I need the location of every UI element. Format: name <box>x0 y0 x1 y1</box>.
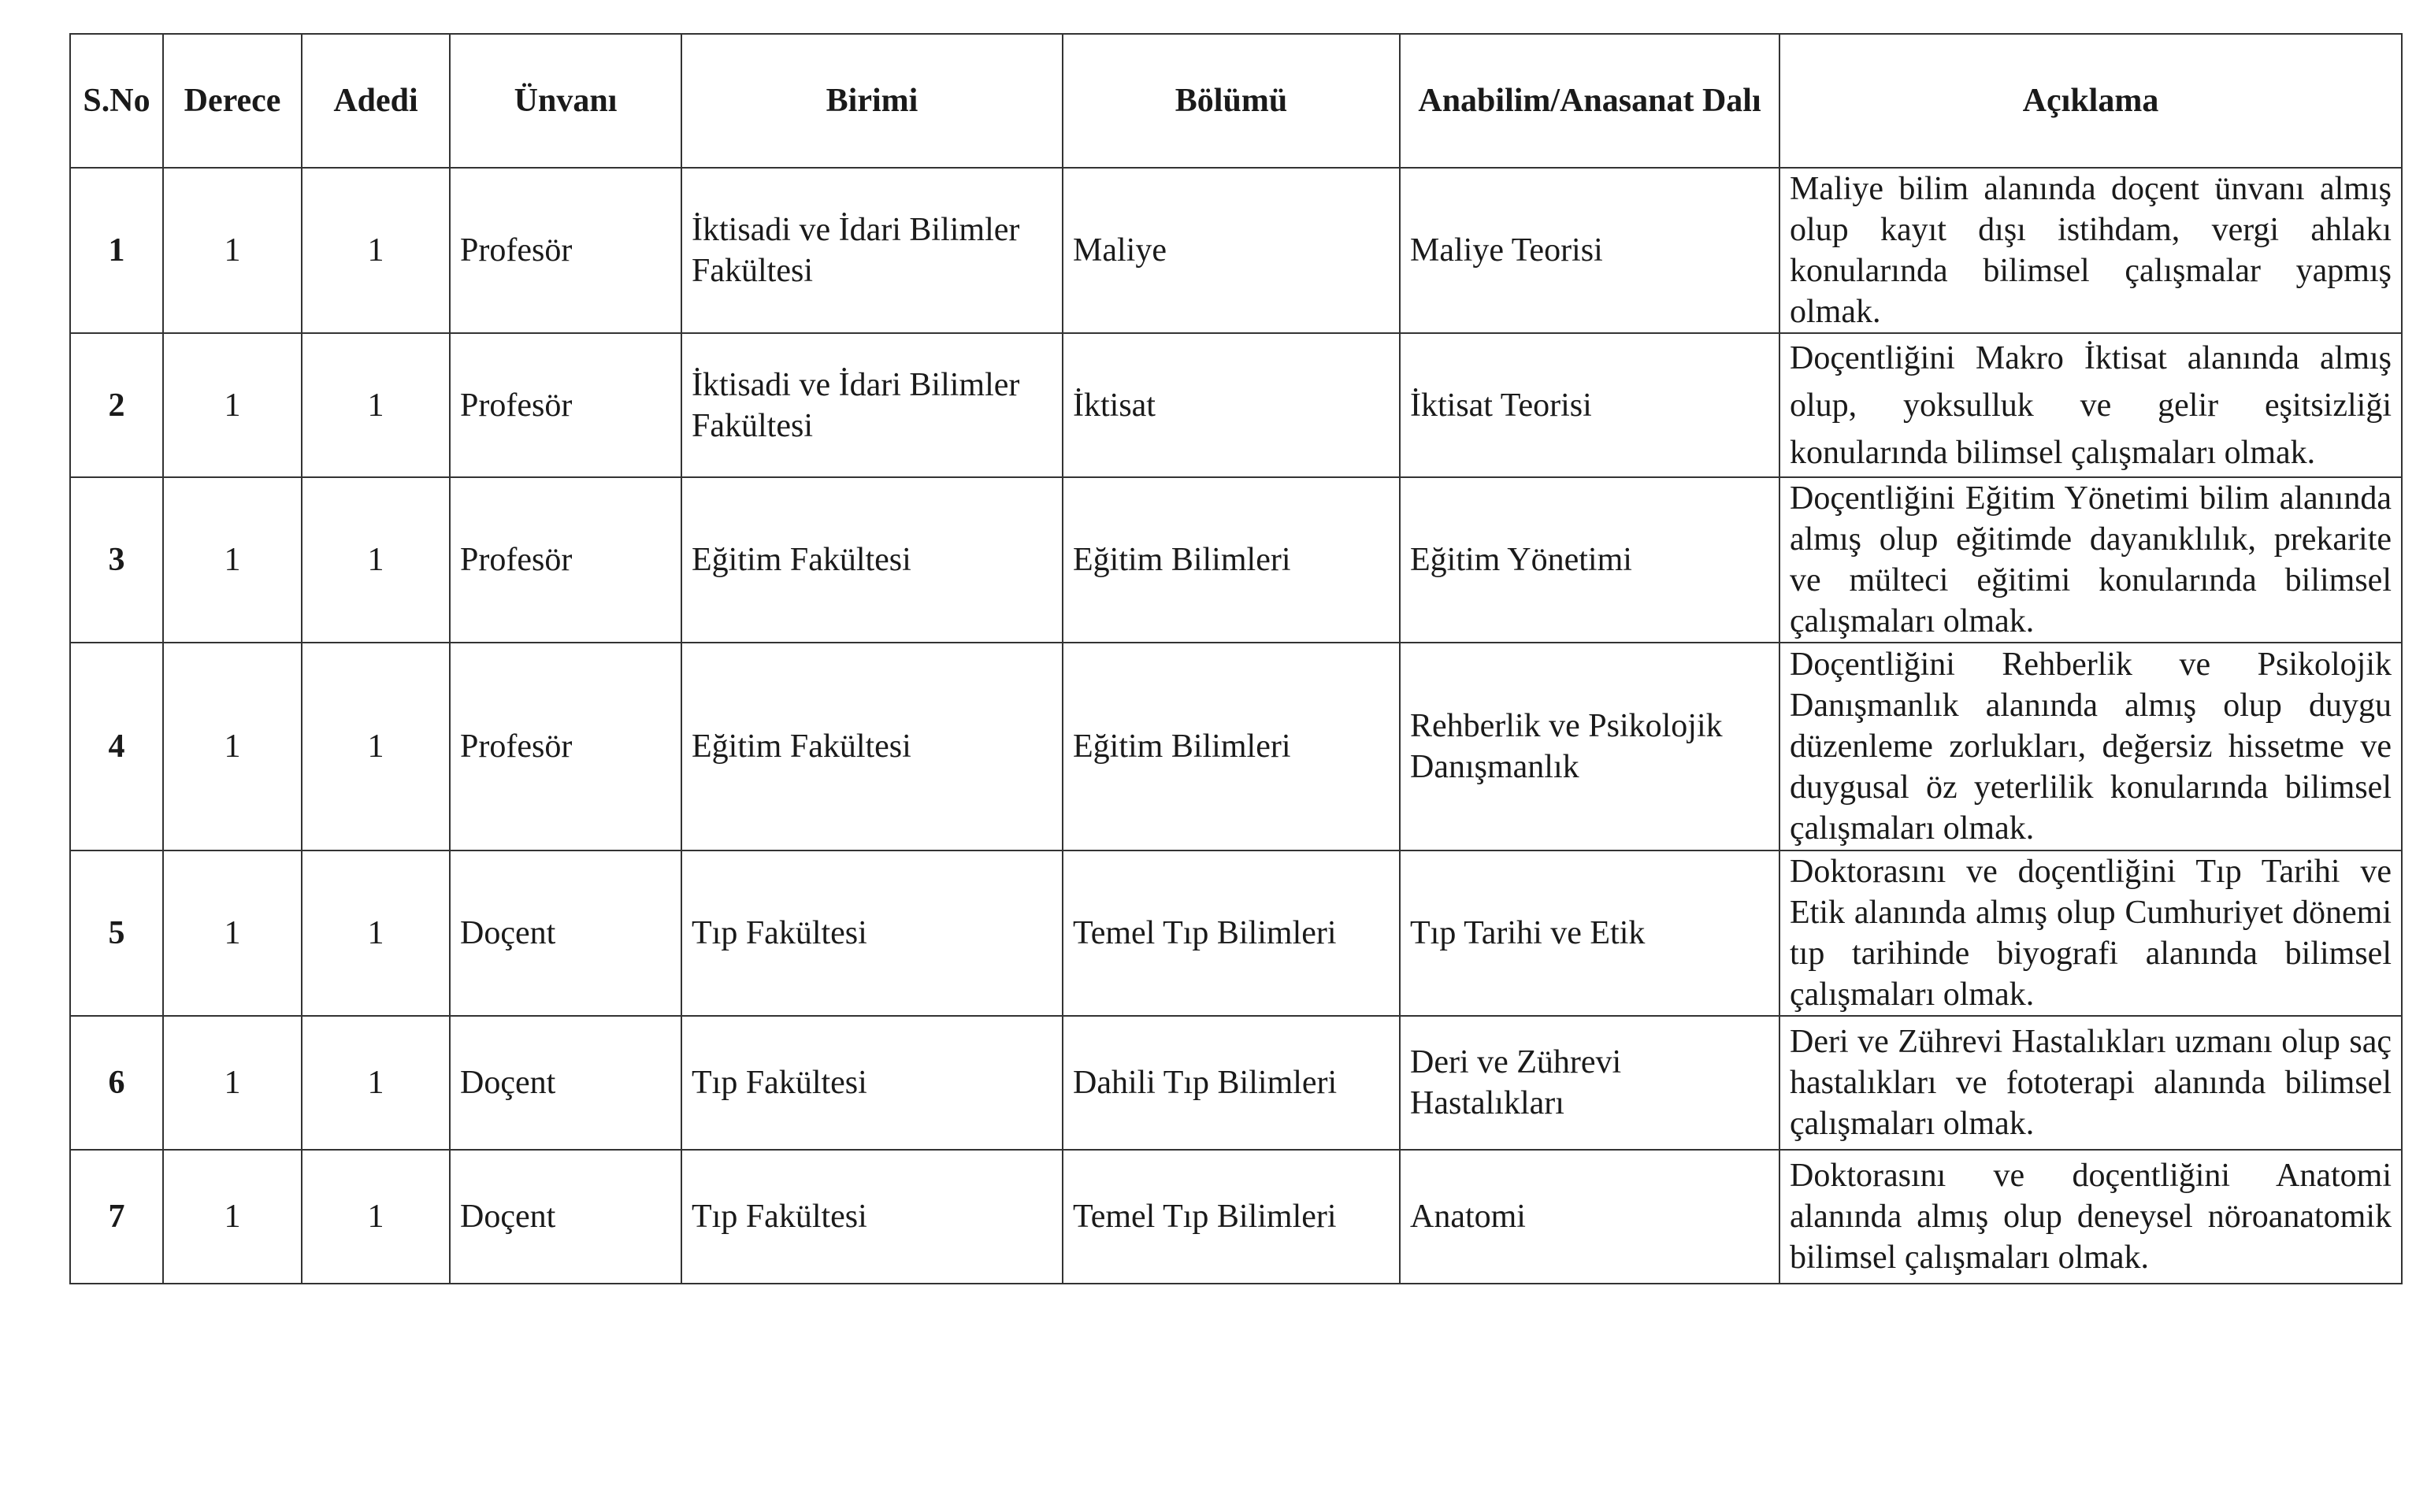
cell-unvani: Profesör <box>450 643 681 850</box>
header-derece: Derece <box>163 34 302 168</box>
cell-adedi: 1 <box>302 1150 450 1284</box>
table-row <box>70 643 2402 850</box>
cell-unvani: Profesör <box>450 333 681 477</box>
cell-bolumu: Temel Tıp Bilimleri <box>1063 1150 1400 1284</box>
cell-aciklama: Doçentliğini Eğitim Yönetimi bilim alanında almış olup eğitimde dayanıklılık, prekarite ve mülteci eğitimi konularında bilimsel çalışmaları olmak. <box>1779 477 2402 643</box>
table-row <box>70 1150 2402 1284</box>
cell-adedi: 1 <box>302 333 450 477</box>
table-row <box>70 333 2402 477</box>
cell-birimi: Eğitim Fakültesi <box>681 643 1063 850</box>
cell-sno: 7 <box>70 1150 163 1284</box>
header-bolumu: Bölümü <box>1063 34 1400 168</box>
cell-birimi: Tıp Fakültesi <box>681 1150 1063 1284</box>
cell-anabilim: Anatomi <box>1400 1150 1779 1284</box>
cell-aciklama: Doçentliğini Makro İktisat alanında almış olup, yoksulluk ve gelir eşitsizliği konularında bilimsel çalışmaları olmak. <box>1779 333 2402 477</box>
table-row <box>70 168 2402 333</box>
cell-anabilim: İktisat Teorisi <box>1400 333 1779 477</box>
header-aciklama: Açıklama <box>1779 34 2402 168</box>
cell-unvani: Doçent <box>450 1016 681 1150</box>
cell-bolumu: Temel Tıp Bilimleri <box>1063 850 1400 1016</box>
header-birimi: Birimi <box>681 34 1063 168</box>
header-anabilim: Anabilim/Anasanat Dalı <box>1400 34 1779 168</box>
cell-bolumu: Eğitim Bilimleri <box>1063 643 1400 850</box>
cell-sno: 2 <box>70 333 163 477</box>
cell-derece: 1 <box>163 1016 302 1150</box>
cell-sno: 6 <box>70 1016 163 1150</box>
cell-birimi: Tıp Fakültesi <box>681 1016 1063 1150</box>
header-adedi: Adedi <box>302 34 450 168</box>
cell-unvani: Doçent <box>450 1150 681 1284</box>
cell-birimi: İktisadi ve İdari Bilimler Fakültesi <box>681 168 1063 333</box>
table-row <box>70 1016 2402 1150</box>
header-sno: S.No <box>70 34 163 168</box>
cell-anabilim: Maliye Teorisi <box>1400 168 1779 333</box>
cell-anabilim: Deri ve Zührevi Hastalıkları <box>1400 1016 1779 1150</box>
position-table <box>69 33 2403 1284</box>
header-unvani: Ünvanı <box>450 34 681 168</box>
cell-aciklama: Deri ve Zührevi Hastalıkları uzmanı olup saç hastalıkları ve fototerapi alanında bilimsel çalışmaları olmak. <box>1779 1016 2402 1150</box>
cell-derece: 1 <box>163 333 302 477</box>
cell-bolumu: İktisat <box>1063 333 1400 477</box>
cell-aciklama: Doçentliğini Rehberlik ve Psikolojik Danışmanlık alanında almış olup duygu düzenleme zorlukları, değersiz hissetme ve duygusal öz yeterlilik konularında bilimsel çalışmaları olmak. <box>1779 643 2402 850</box>
cell-anabilim: Eğitim Yönetimi <box>1400 477 1779 643</box>
cell-derece: 1 <box>163 168 302 333</box>
cell-derece: 1 <box>163 477 302 643</box>
cell-anabilim: Tıp Tarihi ve Etik <box>1400 850 1779 1016</box>
cell-adedi: 1 <box>302 643 450 850</box>
cell-birimi: Eğitim Fakültesi <box>681 477 1063 643</box>
table-row <box>70 850 2402 1016</box>
cell-sno: 5 <box>70 850 163 1016</box>
table-row <box>70 477 2402 643</box>
cell-adedi: 1 <box>302 1016 450 1150</box>
cell-adedi: 1 <box>302 850 450 1016</box>
cell-derece: 1 <box>163 643 302 850</box>
cell-unvani: Doçent <box>450 850 681 1016</box>
cell-bolumu: Eğitim Bilimleri <box>1063 477 1400 643</box>
cell-aciklama: Doktorasını ve doçentliğini Anatomi alanında almış olup deneysel nöroanatomik bilimsel çalışmaları olmak. <box>1779 1150 2402 1284</box>
cell-sno: 4 <box>70 643 163 850</box>
cell-derece: 1 <box>163 1150 302 1284</box>
cell-bolumu: Dahili Tıp Bilimleri <box>1063 1016 1400 1150</box>
cell-derece: 1 <box>163 850 302 1016</box>
cell-bolumu: Maliye <box>1063 168 1400 333</box>
cell-sno: 1 <box>70 168 163 333</box>
cell-birimi: İktisadi ve İdari Bilimler Fakültesi <box>681 333 1063 477</box>
cell-adedi: 1 <box>302 168 450 333</box>
cell-unvani: Profesör <box>450 477 681 643</box>
cell-sno: 3 <box>70 477 163 643</box>
cell-aciklama: Maliye bilim alanında doçent ünvanı almış olup kayıt dışı istihdam, vergi ahlakı konularında bilimsel çalışmalar yapmış olmak. <box>1779 168 2402 333</box>
cell-birimi: Tıp Fakültesi <box>681 850 1063 1016</box>
cell-aciklama: Doktorasını ve doçentliğini Tıp Tarihi ve Etik alanında almış olup Cumhuriyet dönemi tıp tarihinde biyografi alanında bilimsel çalışmaları olmak. <box>1779 850 2402 1016</box>
cell-unvani: Profesör <box>450 168 681 333</box>
cell-adedi: 1 <box>302 477 450 643</box>
header-row <box>70 34 2402 168</box>
cell-anabilim: Rehberlik ve Psikolojik Danışmanlık <box>1400 643 1779 850</box>
